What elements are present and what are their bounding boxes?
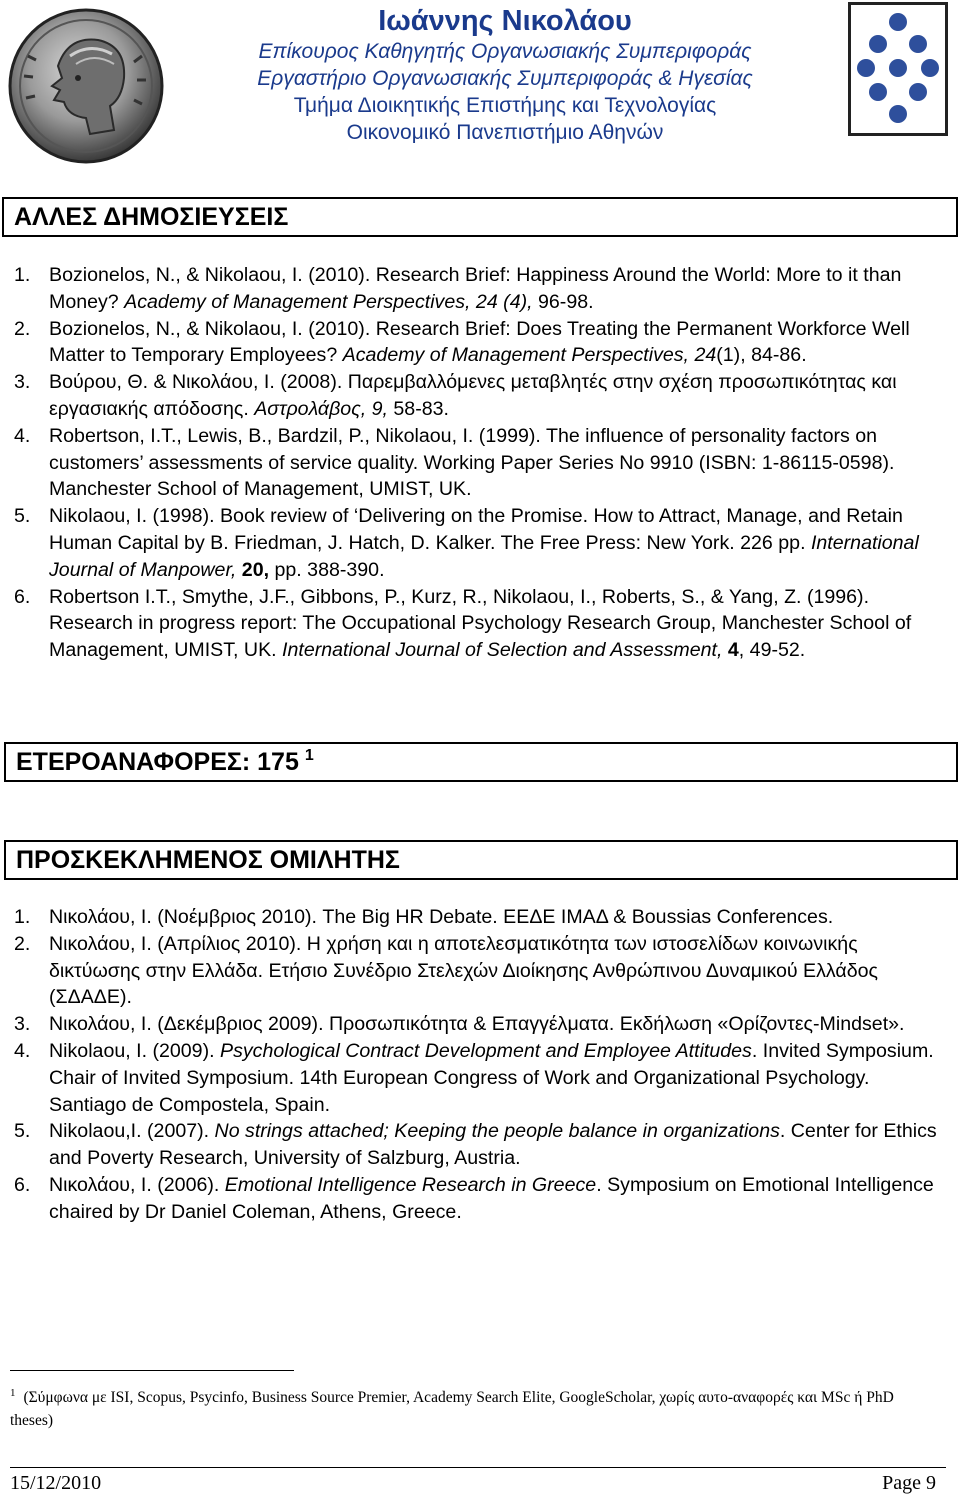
item-text: Bozionelos, N., & Nikolaou, I. (2010). Research Brief: Happiness Around the World: More to it than Money? xyxy=(49,264,902,313)
item-italic-text: Emotional Intelligence Research in Greece xyxy=(224,1173,597,1196)
item-number: 6. xyxy=(14,1173,31,1196)
item-text: pp. 388-390. xyxy=(269,558,385,581)
item-number: 4. xyxy=(14,1039,31,1062)
author-title: Επίκουρος Καθηγητής Οργανωσιακής Συμπεριφοράς xyxy=(258,40,752,63)
section-heading-text: ΑΛΛΕΣ ΔΗΜΟΣΙΕΥΣΕΙΣ xyxy=(14,202,289,231)
item-number: 4. xyxy=(14,424,31,447)
section-heading-text: ΠΡΟΣΚΕΚΛΗΜΕΝΟΣ ΟΜΙΛΗΤΗΣ xyxy=(16,845,400,874)
item-italic-text: Academy of Management Perspectives, 24 xyxy=(342,344,717,367)
footer-page-number: Page 9 xyxy=(882,1472,936,1494)
item-number: 2. xyxy=(14,932,31,955)
invited-speaker-list xyxy=(14,904,944,1226)
item-text: Νικολάου, Ι. (2006). xyxy=(49,1173,225,1196)
list-item xyxy=(14,423,944,503)
letterhead xyxy=(180,4,830,146)
department-name: Τμήμα Διοικητικής Επιστήμης και Τεχνολογίας xyxy=(293,94,717,117)
footer-rule xyxy=(10,1467,946,1468)
section-heading-other-publications xyxy=(2,197,958,237)
item-text: Νικολάου, Ι. (Νοέμβριος 2010). The Big HR Debate. ΕΕΔΕ ΙΜΑΔ & Boussias Conferences. xyxy=(49,906,834,928)
item-text: . Center for Ethics and Poverty Research, University of Salzburg, Austria. xyxy=(49,1120,937,1170)
list-item xyxy=(14,369,944,423)
list-item xyxy=(14,262,944,316)
footnote-text: (Σύμφωνα με ISI, Scopus, Psycinfo, Business Source Premier, Academy Search Elite, GoogleScholar, χωρίς αυτο-αναφορές και MSc ή PhD theses) xyxy=(10,1389,894,1430)
item-text: Νικολάου, Ι. (Δεκέμβριος 2009). Προσωπικότητα & Επαγγέλματα. Εκδήλωση «Ορίζοντες-Mindset». xyxy=(49,1013,905,1036)
item-text: Νικολάου, Ι. (Απρίλιος 2010). Η χρήση και η αποτελεσματικότητα των ιστοσελίδων κοινωνικής δικτύωσης στην Ελλάδα. Ετήσιο Συνέδριο Στελεχών Διοίκησης Ανθρώπινου Δυναμικού Ελλάδος (ΣΔΑΔΕ). xyxy=(49,932,878,1009)
item-italic-text: Academy of Management Perspectives, 24 (4), xyxy=(124,290,533,313)
item-text: , 49-52. xyxy=(738,639,806,662)
list-item xyxy=(14,1038,944,1118)
lab-logo-icon xyxy=(848,2,948,136)
footnote-mark: 1 xyxy=(10,1387,16,1399)
item-text: . Symposium on Emotional Intelligence chaired by Dr Daniel Coleman, Athens, Greece. xyxy=(49,1173,934,1223)
item-text: . Invited Symposium. Chair of Invited Symposium. 14th European Congress of Work and Organizational Psychology. Santiago de Compostela, Spain. xyxy=(49,1039,934,1116)
footnote-separator xyxy=(10,1370,294,1371)
item-number: 5. xyxy=(14,1120,31,1143)
item-text: Nikolaou, I. (2009). xyxy=(49,1039,220,1062)
item-bold-text: 4 xyxy=(727,639,739,662)
item-text: Robertson, I.T., Lewis, B., Bardzil, P., Nikolaou, I. (1999). The influence of personality factors on customers’ assessments of service quality. Working Paper Series No 9910 (ISBN: 1-86115-0598). Manchester School of Management, UMIST, UK. xyxy=(49,424,895,501)
item-italic-text: International Journal of Selection and Assessment, xyxy=(282,639,723,662)
section-heading-citations xyxy=(4,742,958,782)
item-bold-text: 20, xyxy=(241,558,270,581)
item-number: 2. xyxy=(14,317,31,340)
item-number: 6. xyxy=(14,585,31,608)
footnote xyxy=(10,1382,930,1432)
item-italic-text: No strings attached; Keeping the people balance in organizations xyxy=(214,1120,780,1143)
list-item xyxy=(14,1011,944,1038)
item-italic-text: Psychological Contract Development and Employee Attitudes xyxy=(220,1039,752,1062)
item-text: (1), 84-86. xyxy=(716,344,807,367)
item-italic-text: Αστρολάβος, 9, xyxy=(254,397,388,420)
list-item xyxy=(14,503,944,583)
item-text: Nikolaou,I. (2007). xyxy=(49,1120,215,1143)
author-name: Ιωάννης Νικολάου xyxy=(378,5,632,37)
item-number: 5. xyxy=(14,505,31,528)
item-text: 96-98. xyxy=(532,290,594,313)
item-number: 3. xyxy=(14,1013,31,1036)
item-number: 3. xyxy=(14,371,31,394)
item-number: 1. xyxy=(14,264,31,286)
item-text: Nikolaou, I. (1998). Book review of ‘Delivering on the Promise. How to Attract, Manage, and Retain Human Capital by B. Friedman, J. Hatch, D. Kalker. The Free Press: New York. 226 pp. xyxy=(49,505,903,554)
section-heading-invited-speaker xyxy=(4,840,958,880)
university-seal-icon xyxy=(6,6,166,166)
item-italic-text: International Journal of Manpower, xyxy=(49,531,919,581)
item-text: Robertson I.T., Smythe, J.F., Gibbons, P., Kurz, R., Nikolaou, I., Roberts, S., & Yang, Z. (1996). Research in progress report: The Occupational Psychology Research Group, Manchester School of Management, UMIST, UK. xyxy=(49,585,912,662)
list-item xyxy=(14,584,944,664)
item-number: 1. xyxy=(14,906,31,928)
other-publications-list xyxy=(14,262,944,664)
list-item xyxy=(14,904,944,931)
footnote-reference: 1 xyxy=(304,747,314,764)
item-text: Bozionelos, N., & Nikolaou, I. (2010). Research Brief: Does Treating the Permanent Workforce Well Matter to Temporary Employees? xyxy=(49,317,910,367)
citations-heading-text: ΕΤΕΡΟΑΝΑΦΟΡΕΣ: 175 xyxy=(16,747,299,776)
list-item xyxy=(14,1118,944,1172)
list-item xyxy=(14,1172,944,1226)
list-item xyxy=(14,931,944,1011)
list-item xyxy=(14,316,944,370)
item-text: Βούρου, Θ. & Νικολάου, Ι. (2008). Παρεμβαλλόμενες μεταβλητές στην σχέση προσωπικότητας και εργασιακής απόδοσης. xyxy=(49,371,897,420)
university-name: Οικονομικό Πανεπιστήμιο Αθηνών xyxy=(346,121,664,144)
item-text: 58-83. xyxy=(387,397,449,420)
lab-name: Εργαστήριο Οργανωσιακής Συμπεριφοράς & Ηγεσίας xyxy=(257,67,753,90)
footer-date: 15/12/2010 xyxy=(10,1472,102,1494)
